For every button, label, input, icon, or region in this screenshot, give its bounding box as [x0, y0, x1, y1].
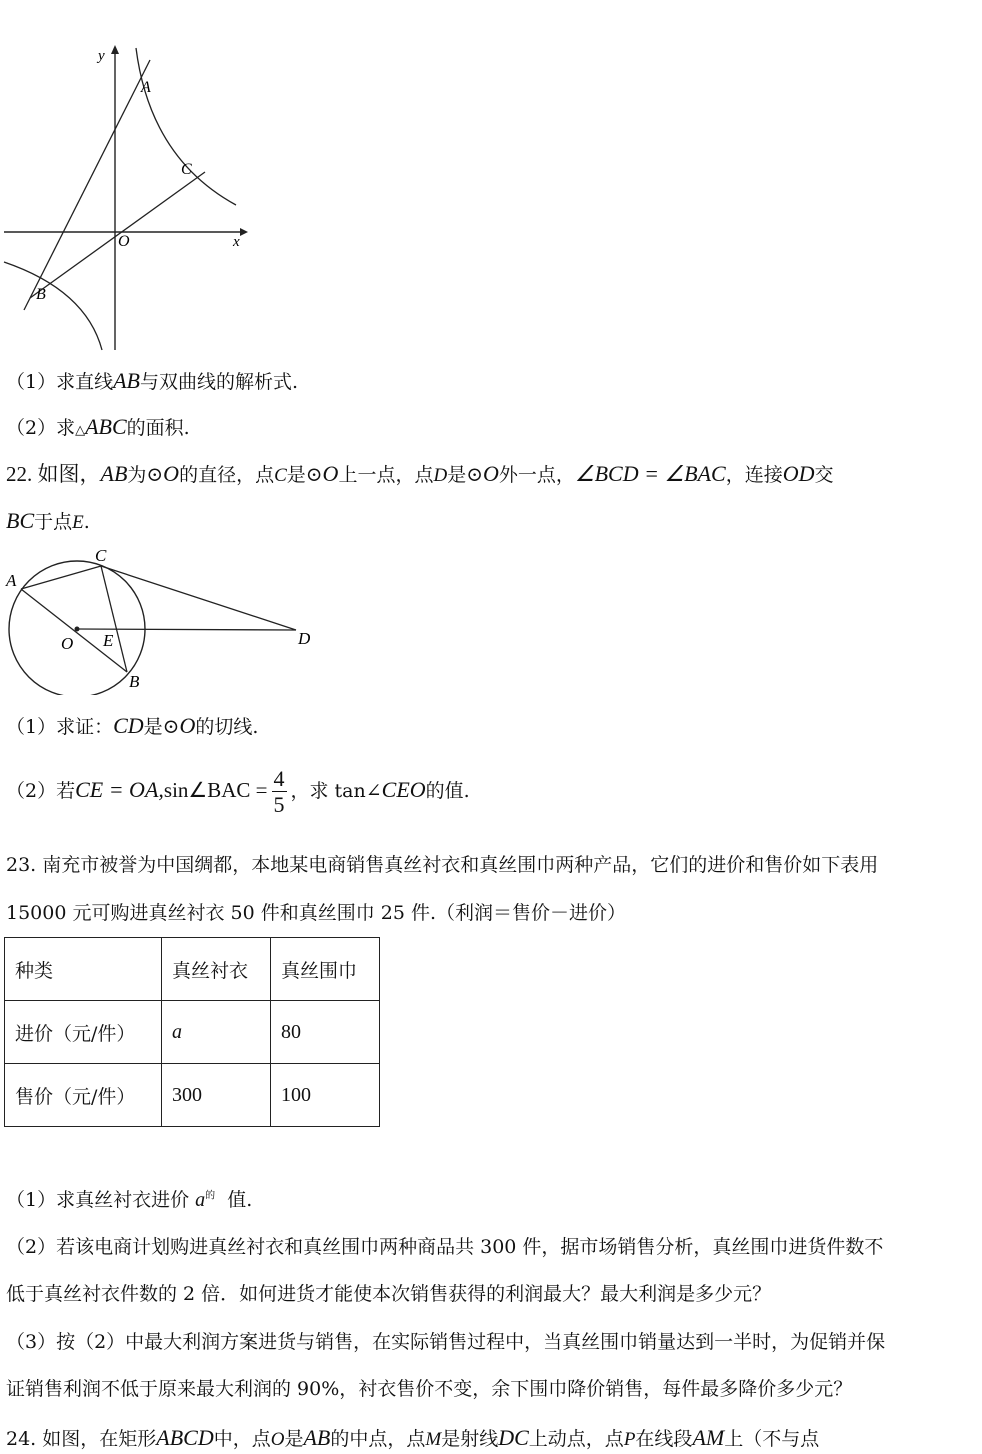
segment-od	[77, 629, 296, 630]
label-e: E	[103, 631, 114, 650]
triangle-symbol: △	[75, 423, 86, 438]
table-cell: 售价（元/件）	[5, 1064, 162, 1127]
label-d: D	[298, 629, 311, 648]
q22-stem-line1: 22. 如图，AB为⊙O的直径，点C是⊙O上一点，点D是⊙O外一点，∠BCD = ∠BAC，连接OD交	[6, 461, 834, 486]
q21-part2: （2）求△ABC的面积.	[6, 414, 190, 439]
q22-part1: （1）求证：CD是⊙O的切线.	[6, 713, 259, 738]
table-cell: a	[162, 1001, 271, 1064]
q23-part3-line1: （3）按（2）中最大利润方案进货与销售，在实际销售过程中，当真丝围巾销量达到一半时，为促销并保	[6, 1331, 886, 1353]
segment-cb	[101, 566, 127, 672]
q23-part2-line1: （2）若该电商计划购进真丝衬衣和真丝围巾两种商品共 300 件，据市场销售分析，真丝围巾进货件数不	[6, 1236, 884, 1258]
q23-stem-line1: 23. 南充市被誉为中国绸都，本地某电商销售真丝衬衣和真丝围巾两种产品，它们的进价和售价如下表用	[6, 854, 879, 876]
x-axis-arrow	[240, 228, 248, 236]
table-header-cell: 真丝围巾	[271, 938, 380, 1001]
table-header-cell: 真丝衬衣	[162, 938, 271, 1001]
circle-symbol: ⊙	[305, 462, 323, 486]
fraction-four-fifths: $\frac{4}{5}$	[273, 766, 285, 818]
table-cell: 100	[271, 1064, 380, 1127]
table-row	[5, 1001, 380, 1064]
q23-part2-line2: 低于真丝衬衣件数的 2 倍．如何进货才能使本次销售获得的利润最大？最大利润是多少元？	[6, 1283, 772, 1305]
y-axis-arrow	[111, 45, 119, 54]
line-ab	[24, 60, 150, 310]
label-x: x	[233, 234, 240, 250]
table-cell: 80	[271, 1001, 380, 1064]
center-point	[75, 627, 80, 632]
q22-stem-line2: BC于点E.	[6, 508, 90, 533]
hyperbola-branch-1	[136, 48, 236, 205]
circle-symbol: ⊙	[162, 714, 180, 738]
label-b: B	[129, 672, 140, 691]
label-o: O	[118, 233, 130, 250]
figure-coordinate-hyperbola	[0, 40, 250, 352]
table-cell: 300	[162, 1064, 271, 1127]
figure-circle-tangent	[0, 540, 330, 695]
q23-stem-line2: 15000 元可购进真丝衬衣 50 件和真丝围巾 25 件.（利润＝售价－进价）	[6, 902, 627, 924]
label-c: C	[95, 546, 107, 565]
label-y: y	[98, 48, 105, 64]
table-row	[5, 938, 380, 1001]
table-header-cell: 种类	[5, 938, 162, 1001]
table-cell: 进价（元/件）	[5, 1001, 162, 1064]
q23-part3-line2: 证销售利润不低于原来最大利润的 90%，衬衣售价不变，余下围巾降价销售，每件最多降价多少元？	[6, 1378, 853, 1400]
table-row	[5, 1064, 380, 1127]
q22-part2: （2）若CE = OA,sin∠BAC = $\frac{4}{5}$ ，求 tan∠CEO的值.	[6, 766, 470, 818]
label-a: A	[6, 571, 17, 590]
q23-part1: （1）求真丝衬衣进价 $a^的$ 值.	[6, 1189, 253, 1211]
hyperbola-branch-2	[4, 262, 102, 350]
q21-part1: （1）求直线AB与双曲线的解析式.	[6, 368, 299, 393]
price-table	[4, 937, 380, 1127]
circle-symbol: ⊙	[146, 462, 164, 486]
label-o: O	[61, 634, 74, 653]
segment-cd	[101, 566, 296, 630]
label-b: B	[36, 286, 46, 303]
label-c: C	[181, 161, 192, 178]
circle-symbol: ⊙	[466, 462, 483, 486]
label-a: A	[141, 79, 151, 96]
q24-stem-line1: 24. 如图，在矩形ABCD中，点O是AB的中点，点M是射线DC上动点，点P在线段AM上（不与点	[6, 1425, 820, 1450]
